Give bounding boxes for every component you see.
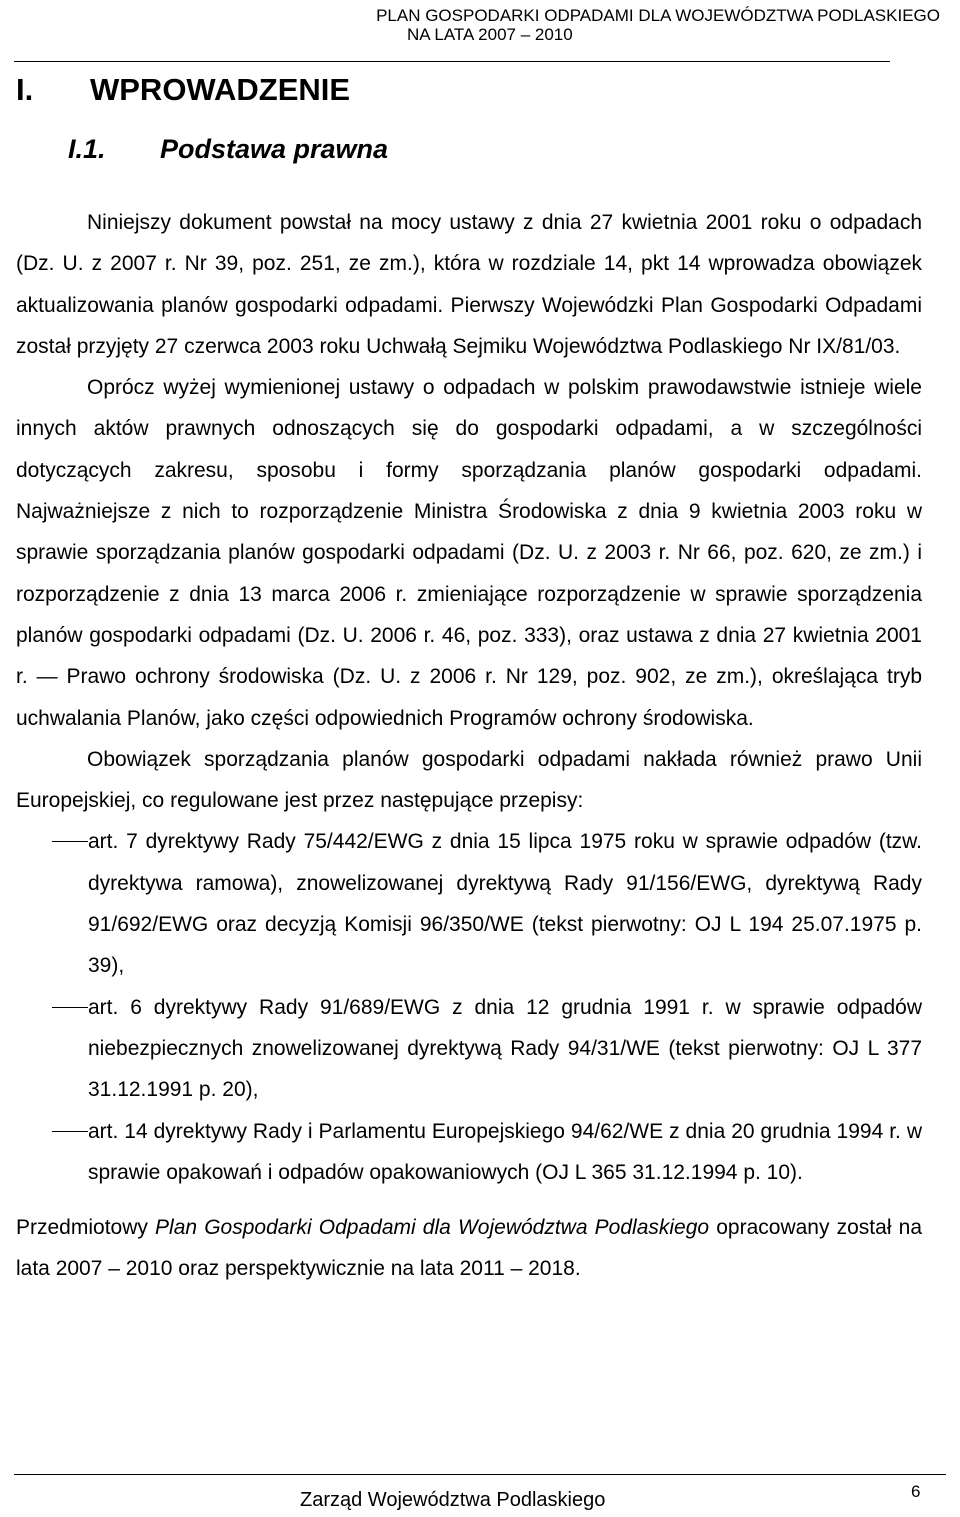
- running-header-title: [0, 6, 960, 25]
- list-item-text: art. 7 dyrektywy Rady 75/442/EWG z dnia 15 lipca 1975 roku w sprawie odpadów (tzw. dyrektywa ramowa), znowelizowanej dyrektywą Rady 91/156/EWG, dyrektywą Rady 91/692/EWG oraz decyzją Komisji 96/350/WE (tekst pierwotny: OJ L 194 25.07.1975 p. 39),: [88, 830, 922, 978]
- dash-bullet: [52, 841, 88, 842]
- list-item: [16, 987, 922, 1111]
- running-header-years: [0, 25, 960, 44]
- chapter-title: WPROWADZENIE: [90, 72, 351, 107]
- paragraph-closing: [16, 1207, 922, 1290]
- page-number: 6: [911, 1482, 921, 1501]
- footer-divider: [14, 1474, 946, 1475]
- plan-title: Plan Gospodarki Odpadami dla Województwa Podlaskiego: [155, 1216, 710, 1240]
- list-item: [16, 821, 922, 986]
- header-divider: [14, 61, 890, 62]
- paragraph-other-acts: Oprócz wyżej wymienionej ustawy o odpadach w polskim prawodawstwie istnieje wiele innych aktów prawnych odnoszących się do gospodarki odpadami, a w szczególności dotyczących zakresu, sposobu i formy sporządzania planów gospodarki odpadami. Najważniejsze z nich to rozporządzenie Ministra Środowiska z dnia 9 kwietnia 2003 roku w sprawie sporządzania planów gospodarki odpadami (Dz. U. z 2003 r. Nr 66, poz. 620, ze zm.) i rozporządzenie z dnia 13 marca 2006 r. zmieniające rozporządzenie w sprawie sporządzenia planów gospodarki odpadami (Dz. U. 2006 r. 46, poz. 333), oraz ustawa z dnia 27 kwietnia 2001 r. ― Prawo ochrony środowiska (Dz. U. z 2006 r. Nr 129, poz. 902, ze zm.), określająca tryb uchwalania Planów, jako części odpowiednich Programów ochrony środowiska.: [16, 376, 922, 730]
- section-number: I.1.: [68, 134, 106, 164]
- closing-suffix: opracowany został na lata 2007 – 2010 oraz perspektywicznie na lata 2011 – 2018.: [16, 1216, 922, 1281]
- eu-directives-list: [16, 821, 922, 1193]
- list-item: [16, 1111, 922, 1194]
- section-title: Podstawa prawna: [160, 134, 389, 164]
- chapter-number: I.: [16, 72, 34, 107]
- list-item-text: art. 6 dyrektywy Rady 91/689/EWG z dnia 12 grudnia 1991 r. w sprawie odpadów niebezpiecznych znowelizowanej dyrektywą Rady 94/31/WE (tekst pierwotny: OJ L 377 31.12.1991 p. 20),: [88, 995, 922, 1102]
- closing-prefix: Przedmiotowy: [16, 1216, 148, 1240]
- running-header: [0, 2, 960, 62]
- chapter-heading: [16, 70, 350, 110]
- paragraph-legal-basis: Niniejszy dokument powstał na mocy ustawy z dnia 27 kwietnia 2001 roku o odpadach (Dz. U. z 2007 r. Nr 39, poz. 251, ze zm.), która w rozdziale 14, pkt 14 wprowadza obowiązek aktualizowania planów gospodarki odpadami. Pierwszy Wojewódzki Plan Gospodarki Odpadami został przyjęty 27 czerwca 2003 roku Uchwałą Sejmiku Województwa Podlaskiego Nr IX/81/03.: [16, 211, 922, 358]
- footer-organization: Zarząd Województwa Podlaskiego: [300, 1489, 606, 1511]
- dash-bullet: [52, 1131, 88, 1132]
- running-header-title-text: PLAN GOSPODARKI ODPADAMI DLA WOJEWÓDZTWA PODLASKIEGO: [376, 6, 940, 25]
- running-header-years-text: NA LATA 2007 – 2010: [407, 25, 573, 44]
- dash-bullet: [52, 1007, 88, 1008]
- paragraph-eu-law: Obowiązek sporządzania planów gospodarki odpadami nakłada również prawo Unii Europejskiej, co regulowane jest przez następujące przepisy:: [16, 747, 922, 813]
- section-heading: [68, 129, 388, 169]
- document-body: [16, 202, 922, 1290]
- list-item-text: art. 14 dyrektywy Rady i Parlamentu Europejskiego 94/62/WE z dnia 20 grudnia 1994 r. w sprawie opakowań i odpadów opakowaniowych (OJ L 365 31.12.1994 p. 10).: [88, 1119, 922, 1184]
